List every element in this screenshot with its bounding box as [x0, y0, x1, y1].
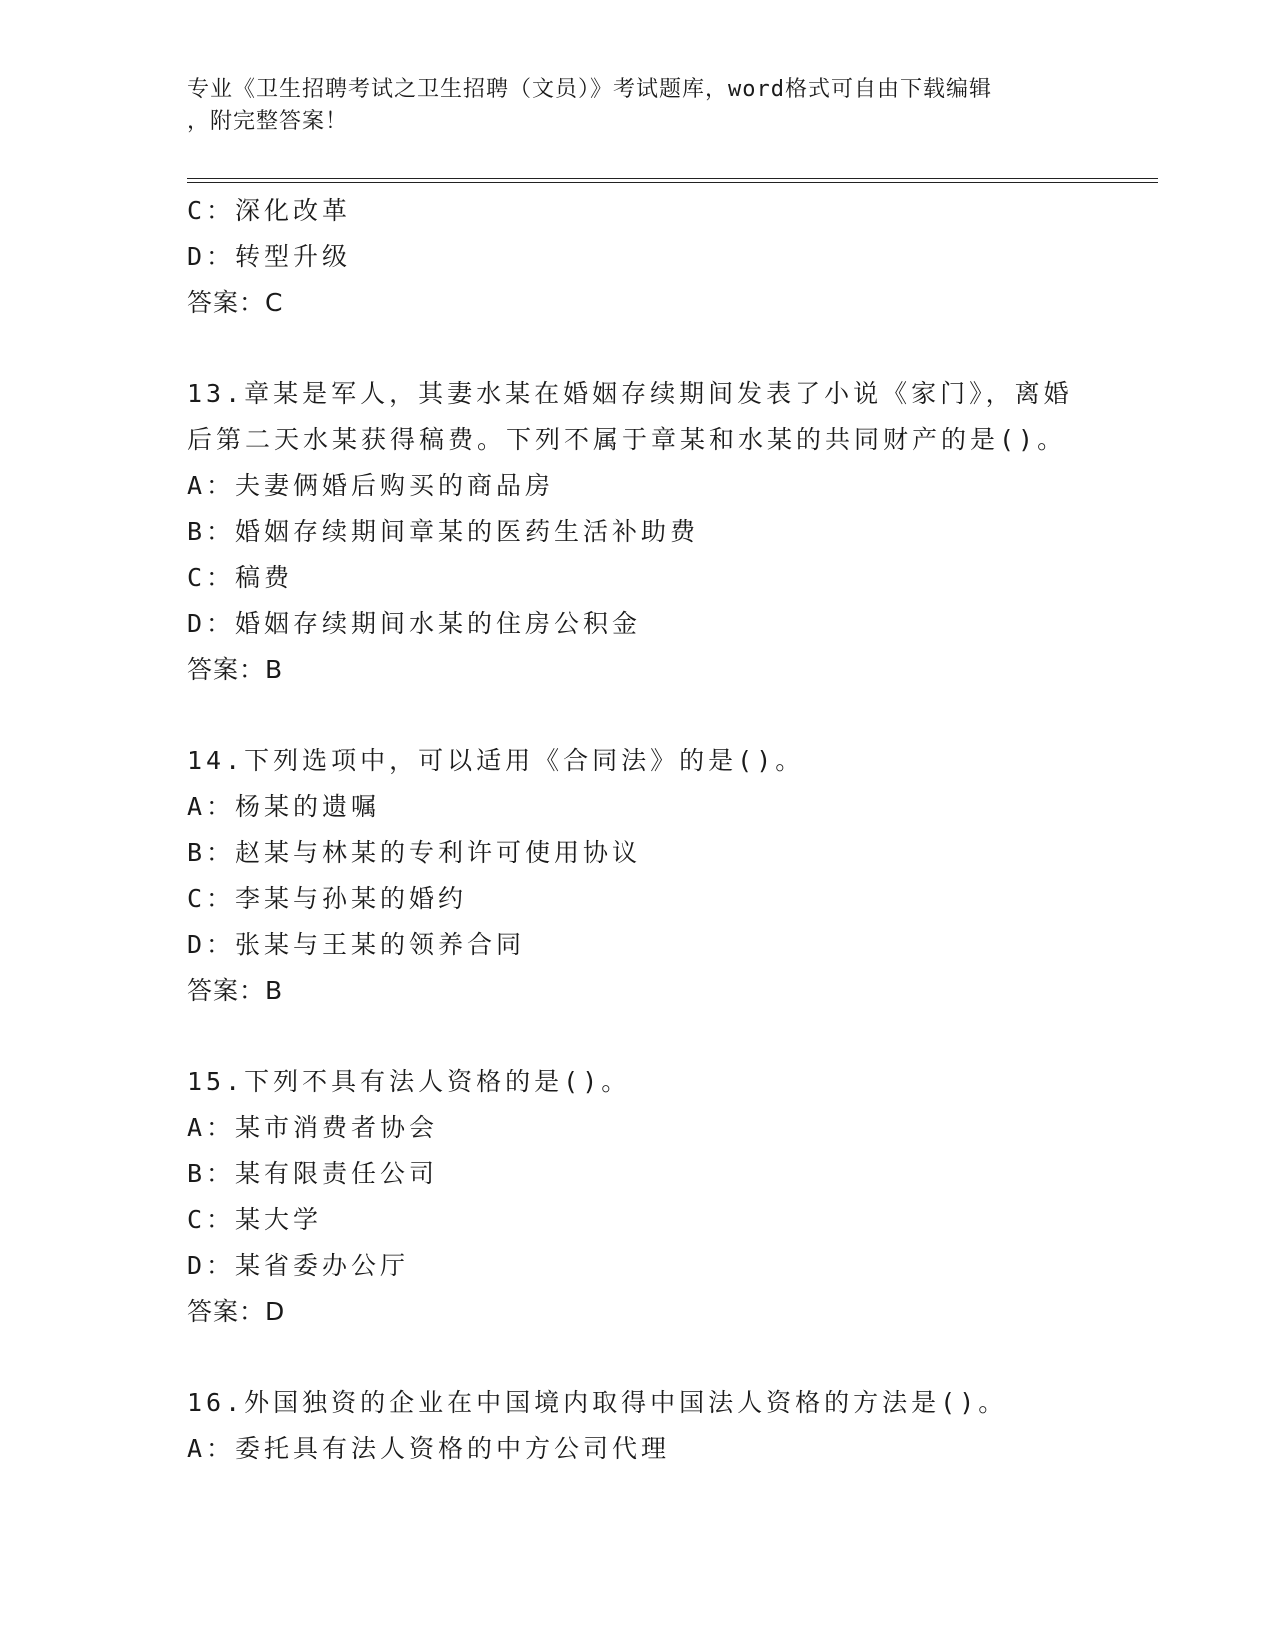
question-stem: 13.章某是军人，其妻水某在婚姻存续期间发表了小说《家门》，离婚	[187, 379, 1073, 408]
option-d: D：婚姻存续期间水某的住房公积金	[187, 609, 642, 638]
option-b: B：赵某与林某的专利许可使用协议	[187, 838, 642, 867]
question-14	[187, 738, 1147, 1014]
question-12-tail	[187, 188, 1147, 326]
question-16	[187, 1380, 1147, 1472]
option-c: C：李某与孙某的婚约	[187, 884, 468, 913]
question-15	[187, 1059, 1147, 1335]
option-a: A：某市消费者协会	[187, 1113, 439, 1142]
header-divider	[187, 178, 1158, 183]
option-d: D：某省委办公厅	[187, 1251, 410, 1280]
question-stem: 16.外国独资的企业在中国境内取得中国法人资格的方法是()。	[187, 1388, 1008, 1417]
question-stem: 15.下列不具有法人资格的是()。	[187, 1067, 631, 1096]
question-stem: 后第二天水某获得稿费。下列不属于章某和水某的共同财产的是()。	[187, 425, 1067, 454]
answer: 答案：D	[187, 1297, 286, 1326]
spacer	[187, 326, 1147, 371]
answer: 答案：B	[187, 976, 284, 1005]
option-a: A：委托具有法人资格的中方公司代理	[187, 1434, 671, 1463]
spacer	[187, 693, 1147, 738]
spacer	[187, 1014, 1147, 1059]
option-d: D：转型升级	[187, 242, 352, 271]
option-a: A：夫妻俩婚后购买的商品房	[187, 471, 555, 500]
option-c: C：深化改革	[187, 196, 352, 225]
option-a: A：杨某的遗嘱	[187, 792, 381, 821]
question-stem: 14.下列选项中，可以适用《合同法》的是()。	[187, 746, 805, 775]
spacer	[187, 1335, 1147, 1380]
document-header	[187, 74, 1087, 138]
option-c: C：稿费	[187, 563, 294, 592]
header-line-1: 专业《卫生招聘考试之卫生招聘（文员）》考试题库，word格式可自由下载编辑	[187, 77, 992, 102]
question-list	[187, 188, 1147, 1472]
option-b: B：婚姻存续期间章某的医药生活补助费	[187, 517, 700, 546]
question-13	[187, 371, 1147, 693]
option-c: C：某大学	[187, 1205, 323, 1234]
answer: 答案：C	[187, 288, 284, 317]
header-line-2: ，附完整答案！	[187, 109, 349, 134]
option-b: B：某有限责任公司	[187, 1159, 439, 1188]
answer: 答案：B	[187, 655, 284, 684]
option-d: D：张某与王某的领养合同	[187, 930, 526, 959]
